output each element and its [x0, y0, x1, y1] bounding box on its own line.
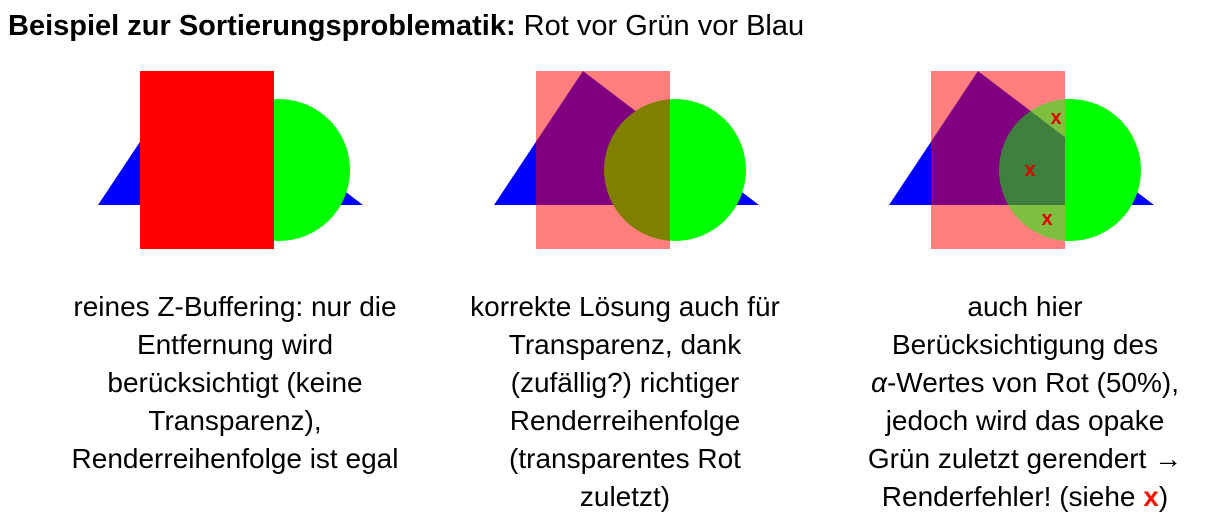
caption-line: korrekte Lösung auch für [470, 291, 780, 322]
caption-line [829, 478, 1221, 516]
caption-line: Entfernung wird [136, 329, 334, 360]
caption-line: berücksichtigt (keine [107, 367, 363, 398]
red-rectangle [140, 71, 274, 249]
error-mark-icon: x [1024, 159, 1036, 181]
caption-line: (zufällig?) richtiger [510, 367, 740, 398]
title-emphasis: Beispiel zur Sortierungsproblematik: [8, 10, 516, 42]
figure-correct-transparency [456, 50, 786, 265]
transparent-red-rectangle [536, 71, 670, 249]
error-mark-icon: x [1050, 107, 1062, 129]
caption-line: Transparenz, dank [508, 329, 742, 360]
caption-line: jedoch wird das opake [885, 405, 1165, 436]
caption-correct-transparency [429, 288, 821, 516]
figure-z-buffering [60, 50, 390, 265]
error-mark-icon: x [1041, 208, 1053, 230]
caption-line: Transparenz), [148, 405, 322, 436]
alpha-symbol: α [871, 367, 887, 398]
caption-line: Berücksichtigung des [891, 329, 1159, 360]
caption-z-buffering [39, 288, 431, 478]
caption-line: (transparentes Rot [509, 443, 741, 474]
caption-line-text: Renderfehler! (siehe [881, 481, 1144, 512]
caption-line: Renderreihenfolge ist egal [71, 443, 399, 474]
caption-render-error [829, 288, 1221, 516]
caption-line: Renderreihenfolge [509, 405, 741, 436]
page-title [8, 8, 804, 44]
caption-line: zuletzt) [579, 481, 671, 512]
caption-line: Grün zuletzt gerendert → [867, 443, 1183, 474]
figure-render-error [851, 50, 1181, 265]
caption-line: auch hier [967, 291, 1083, 322]
error-x-reference: x [1143, 481, 1159, 512]
caption-line [829, 364, 1221, 402]
caption-line-text: -Wertes von Rot (50%), [886, 367, 1179, 398]
title-rest: Rot vor Grün vor Blau [515, 10, 805, 42]
caption-line: reines Z-Buffering: nur die [73, 291, 397, 322]
caption-line-text: ) [1158, 481, 1169, 512]
